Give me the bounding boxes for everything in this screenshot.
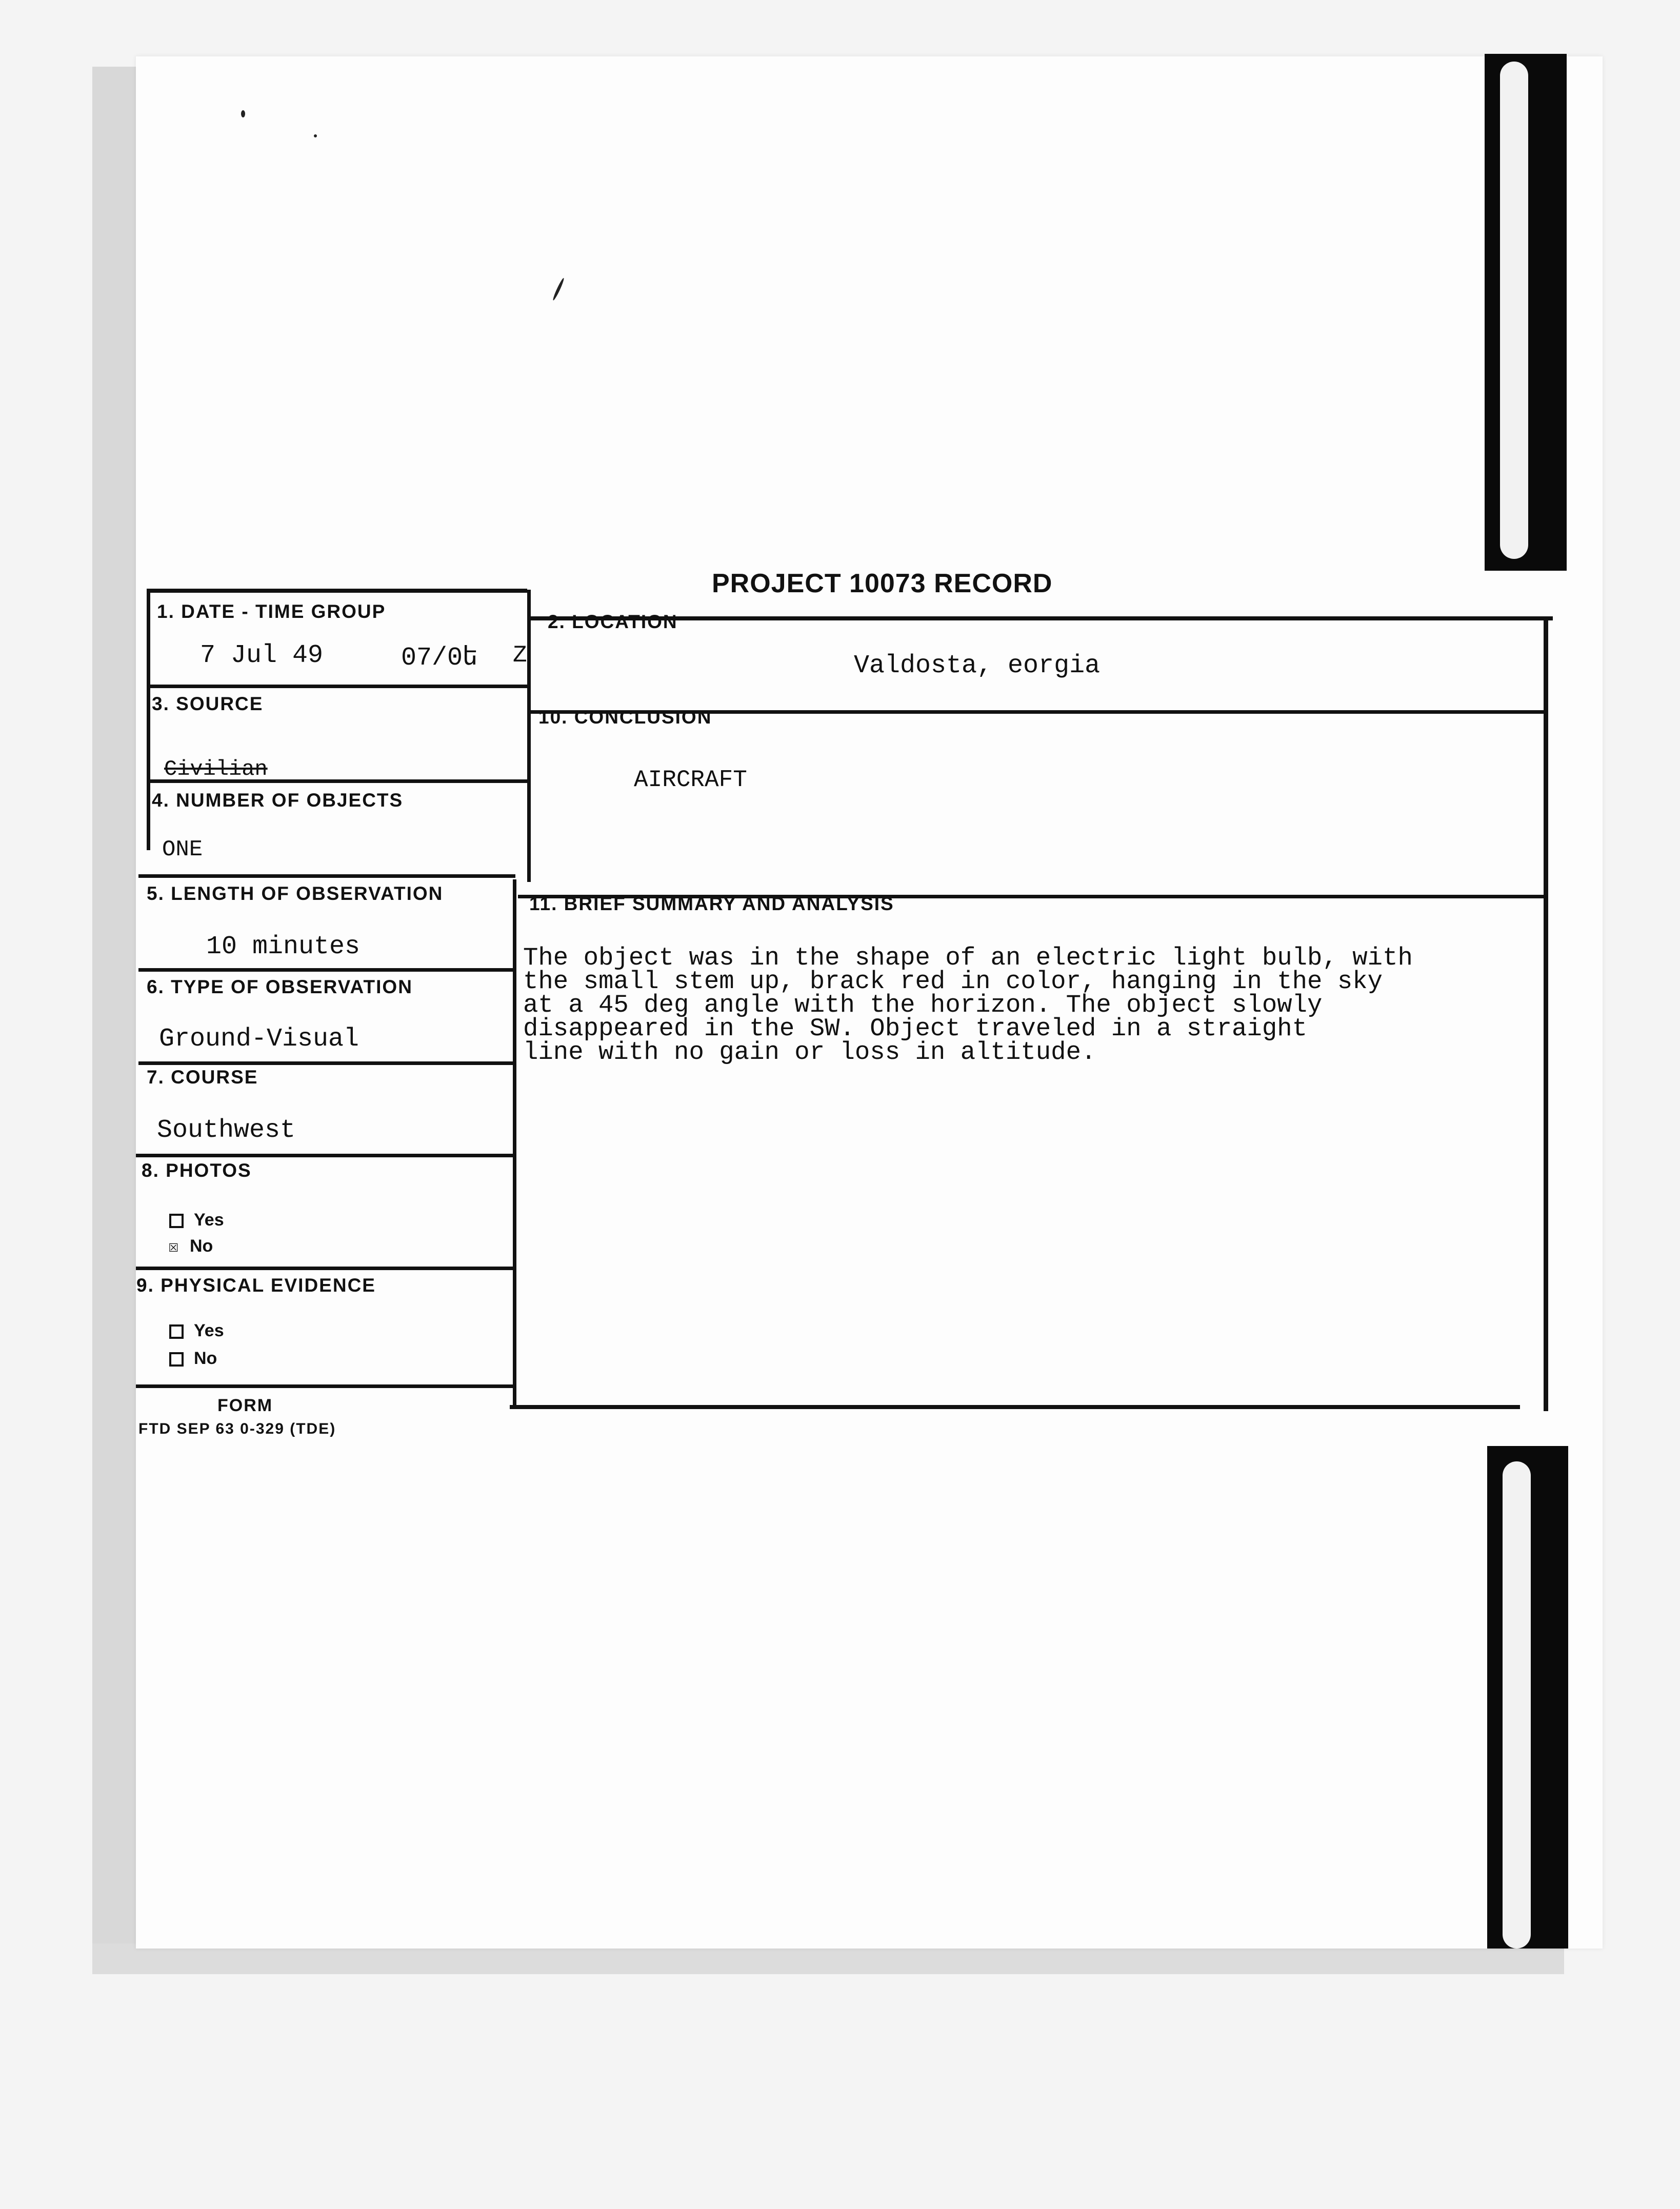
type-of-observation-label: 6. TYPE OF OBSERVATION [147, 976, 413, 997]
row-divider [138, 874, 515, 878]
photos-no-option [168, 1236, 213, 1257]
checkbox-empty-icon [169, 1214, 184, 1228]
length-of-observation-label: 5. LENGTH OF OBSERVATION [147, 883, 444, 904]
type-of-observation-value: Ground-Visual [159, 1025, 359, 1054]
physical-evidence-yes-option [169, 1321, 224, 1341]
conclusion-value: AIRCRAFT [634, 767, 747, 793]
scan-shadow-left [92, 67, 138, 1964]
physical-evidence-label: 9. PHYSICAL EVIDENCE [136, 1275, 376, 1296]
summary-line: at a 45 deg angle with the horizon. The object slowly [523, 991, 1323, 1019]
binder-bar-top-inner [1500, 62, 1528, 559]
photos-label: 8. PHOTOS [142, 1160, 252, 1181]
checkbox-empty-icon [169, 1324, 184, 1339]
scan-speck [314, 134, 317, 137]
row-divider [138, 968, 515, 972]
form-right-border [1544, 616, 1548, 1411]
course-value: Southwest [157, 1116, 296, 1145]
form-footer-label: FORM [217, 1396, 273, 1415]
time-value: 07/0ե [401, 644, 478, 673]
source-value: Civilian [164, 757, 268, 781]
form-left-border [147, 589, 150, 850]
row-divider [136, 1267, 515, 1270]
physical-evidence-yes-label: Yes [194, 1321, 224, 1340]
summary-label: 11. BRIEF SUMMARY AND ANALYSIS [529, 893, 894, 914]
time-zone-value: Z [513, 642, 527, 669]
binder-bar-bottom-inner [1503, 1461, 1531, 1949]
row-divider [136, 1384, 515, 1388]
photos-yes-label: Yes [194, 1210, 224, 1230]
form-top-border-left [148, 589, 527, 593]
left-column-divider-lower [513, 879, 516, 1408]
photos-yes-option [169, 1210, 224, 1230]
conclusion-label: 10. CONCLUSION [538, 707, 712, 728]
date-time-label: 1. DATE - TIME GROUP [157, 601, 386, 622]
page-title: PROJECT 10073 RECORD [712, 569, 1053, 598]
course-label: 7. COURSE [147, 1067, 258, 1088]
location-label: 2. LOCATION [548, 611, 678, 632]
date-value: 7 Jul 49 [200, 641, 324, 670]
physical-evidence-no-label: No [194, 1349, 217, 1368]
row-divider [138, 1061, 515, 1065]
number-of-objects-label: 4. NUMBER OF OBJECTS [152, 790, 404, 811]
checkbox-empty-icon [169, 1352, 184, 1367]
location-value: Valdosta, eorgia [854, 651, 1101, 680]
form-top-border-right [527, 616, 1553, 620]
number-of-objects-value: ONE [162, 837, 203, 862]
length-of-observation-value: 10 minutes [206, 932, 361, 961]
summary-line: the small stem up, brack red in color, hanging in the sky [523, 967, 1383, 996]
summary-line: disappeared in the SW. Object traveled in a straight [523, 1014, 1308, 1043]
checkbox-x-icon: ☒ [168, 1238, 179, 1257]
source-label: 3. SOURCE [152, 693, 264, 714]
form-footer-code: FTD SEP 63 0-329 (TDE) [138, 1420, 336, 1437]
form-bottom-border [510, 1405, 1520, 1409]
photos-no-label: No [190, 1236, 213, 1256]
summary-line: line with no gain or loss in altitude. [523, 1038, 1096, 1067]
row-divider [136, 1154, 515, 1157]
summary-line: The object was in the shape of an electric light bulb, with [523, 943, 1413, 972]
row-divider [149, 685, 528, 688]
left-column-divider [527, 590, 531, 882]
scan-speck [241, 110, 245, 117]
physical-evidence-no-option [169, 1349, 217, 1369]
